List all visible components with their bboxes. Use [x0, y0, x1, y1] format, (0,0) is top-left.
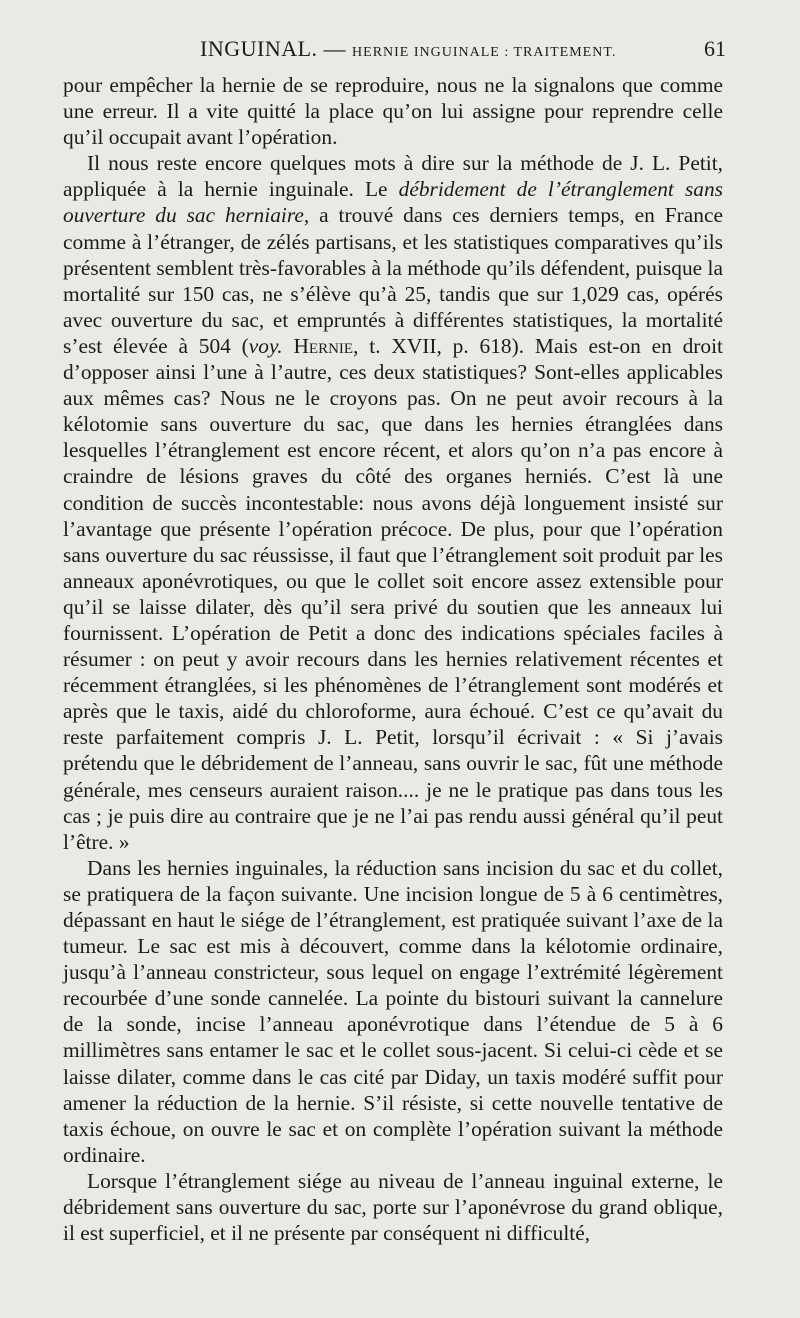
text-run [283, 334, 294, 358]
title-dash: — [317, 36, 353, 61]
italic-text: débridement de l’étranglement sans ouverture du sac herniaire [63, 177, 723, 228]
paragraph [63, 150, 723, 855]
page-number: 61 [704, 36, 726, 61]
body-text [63, 72, 723, 1246]
text-run: , a trouvé dans ces derniers temps, en France comme à l’étranger, de zélés partisans, et les statistiques comparatives qu’ils présentent semblent très-favorables à la méthode qu’ils défendent, puisque la mortalité sur 150 cas, ne s’élève qu’à 25, tandis que sur 1,029 cas, opérés avec ouverture du sac, et empruntés à différentes statistiques, la mortalité s’est élevée à 504 ( [63, 203, 723, 358]
small-caps-text: Hernie [293, 333, 354, 358]
text-run: pour empêcher la hernie de se reproduire, nous ne la signalons que comme une erreur. Il a vite quitté la place qu’on lui assigne pour reprendre celle qu’il occupait avant l’opération. [63, 73, 723, 150]
text-run: , t. XVII, p. 618). Mais est-on en droit d’opposer ainsi l’une à l’autre, ces deux statistiques? Sont-elles applicables aux mêmes cas? Nous ne le croyons pas. On ne peut avoir recours à la kélotomie sans ouverture du sac, que dans les hernies étranglées dans lesquelles l’étranglement est encore récent, et alors qu’on n’a pas encore à craindre de lésions graves du côté des organes herniés. C’est là une condition de succès incontestable: nous avons déjà longuement insisté sur l’avantage que présente l’opération précoce. De plus, pour que l’opération sans ouverture du sac réussisse, il faut que l’étranglement soit produit par les anneaux aponévrotiques, ou que le collet soit encore assez extensible pour qu’il se laisse dilater, dès qu’il sera privé du soutien que les anneaux lui fournissent. L’opération de Petit a donc des indications spéciales faciles à résumer : on peut y avoir recours dans les hernies relativement récentes et récemment étranglées, si les phénomènes de l’étranglement sont modérés et après que le taxis, aidé du chloroforme, aura échoué. C’est ce qu’avait du reste parfaitement compris J. L. Petit, lorsqu’il écrivait : « Si j’avais prétendu que le débridement de l’anneau, sans ouvrir le sac, fût une méthode générale, mes censeurs auraient raison.... je ne le pratique pas dans tous les cas ; je puis dire au contraire que je ne l’ai pas rendu aussi général qu’il peut l’être. » [63, 333, 723, 854]
text-run: Dans les hernies inguinales, la réduction sans incision du sac et du collet, se pratiquera de la façon suivante. Une incision longue de 5 à 6 centimètres, dépassant en haut le siége de l’étranglement, est pratiquée suivant l’axe de la tumeur. Le sac est mis à découvert, comme dans la kélotomie ordinaire, jusqu’à l’anneau constricteur, sous lequel on engage l’extrémité légèrement recourbée d’une sonde cannelée. La pointe du bistouri suivant la cannelure de la sonde, incise l’anneau aponévrotique dans l’étendue de 5 à 6 millimètres sans entamer le sac et le collet sous-jacent. Si celui-ci cède et se laisse dilater, comme dans le cas cité par Diday, un taxis modéré suffit pour amener la réduction de la hernie. S’il résiste, si cette nouvelle tentative de taxis échoue, on ouvre le sac et on complète l’opération suivant la méthode ordinaire. [63, 855, 723, 1167]
paragraph [63, 855, 723, 1168]
running-title [200, 36, 616, 62]
running-header [0, 36, 800, 64]
text-run: Lorsque l’étranglement siége au niveau de l’anneau inguinal externe, le débridement sans ouverture du sac, porte sur l’aponévrose du grand oblique, il est superficiel, et il ne présente par conséquent ni difficulté, [63, 1168, 723, 1246]
paragraph [63, 1168, 723, 1246]
section-title: INGUINAL. [200, 36, 318, 61]
paragraph [63, 72, 723, 150]
section-subtitle: HERNIE INGUINALE : TRAITEMENT. [352, 45, 617, 60]
italic-text: voy. [248, 333, 283, 358]
text-run: Il nous reste encore quelques mots à dire sur la méthode de J. L. Petit, appliquée à la hernie inguinale. Le [63, 151, 723, 202]
